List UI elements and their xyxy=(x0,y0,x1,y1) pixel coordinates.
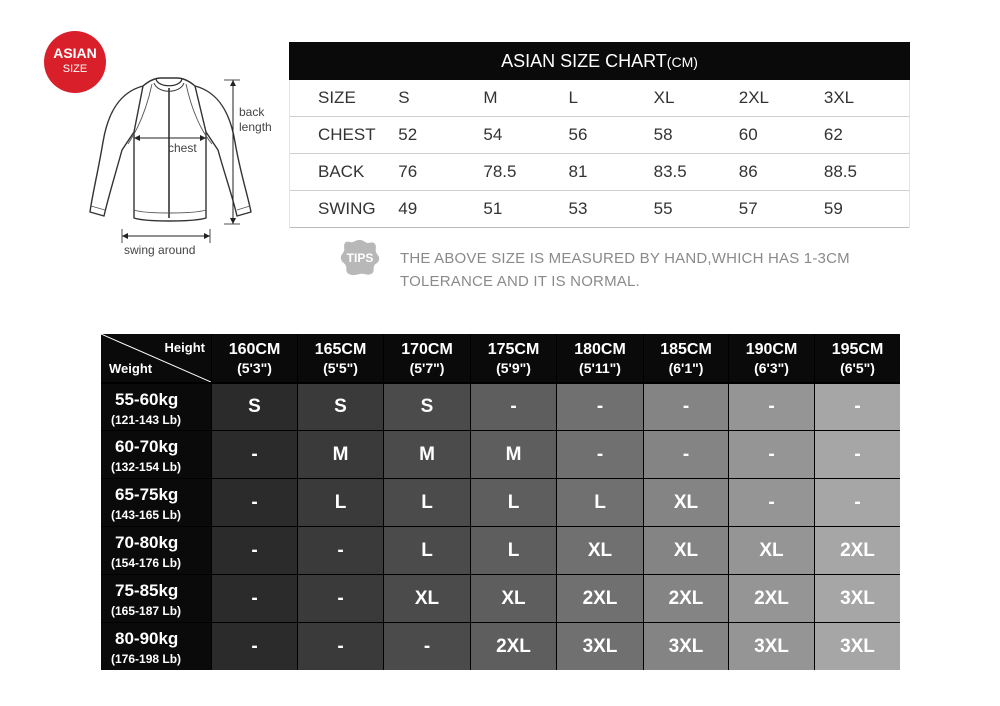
badge-line1: ASIAN xyxy=(53,45,97,61)
fit-size-cell: 2XL xyxy=(729,575,814,622)
weight-lb: (143-165 Lb) xyxy=(111,508,182,522)
weight-lb: (176-198 Lb) xyxy=(111,652,182,666)
fit-size-cell: S xyxy=(298,384,383,430)
fit-size-cell: M xyxy=(471,431,556,478)
jersey-diagram-icon xyxy=(88,72,288,262)
size-chart-cell: 59 xyxy=(823,199,843,218)
height-cm: 190CM xyxy=(745,341,798,358)
weight-lb: (165-187 Lb) xyxy=(111,604,182,618)
size-chart-row xyxy=(290,154,909,191)
size-chart-cell: M xyxy=(483,88,498,107)
size-chart-row-label: SWING xyxy=(318,199,376,218)
height-ft: (5'9") xyxy=(496,360,531,376)
height-ft: (6'1") xyxy=(668,360,704,376)
fit-size-cell: - xyxy=(557,431,643,478)
fit-size-cell: - xyxy=(298,575,383,622)
height-cm: 195CM xyxy=(831,341,884,358)
fit-size-cell: XL xyxy=(471,575,556,622)
weight-row-header xyxy=(101,575,211,622)
weight-lb: (121-143 Lb) xyxy=(111,413,182,427)
size-chart-unit: (CM) xyxy=(666,54,698,70)
fit-size-cell: XL xyxy=(644,527,728,574)
tips-line1: THE ABOVE SIZE IS MEASURED BY HAND,WHICH HAS 1-3CM xyxy=(400,250,850,267)
asian-size-chart xyxy=(289,42,910,228)
size-chart-cell: 3XL xyxy=(823,88,855,107)
size-chart-cell: 2XL xyxy=(738,88,769,107)
height-column-header xyxy=(212,334,297,382)
fit-size-cell: - xyxy=(644,384,728,430)
fit-size-cell: S xyxy=(212,384,297,430)
fit-size-cell: - xyxy=(471,384,556,430)
fit-size-cell: XL xyxy=(384,575,470,622)
height-column-header xyxy=(298,334,383,382)
corner-height-label: Height xyxy=(164,340,205,355)
size-chart-cell: 60 xyxy=(738,125,758,144)
tips-icon-label: TIPS xyxy=(346,251,374,265)
size-chart-cell: XL xyxy=(653,88,675,107)
fit-size-cell: 3XL xyxy=(644,623,728,670)
fit-size-cell: L xyxy=(298,479,383,526)
weight-lb: (154-176 Lb) xyxy=(111,556,182,570)
size-chart-row xyxy=(290,191,909,228)
fit-size-cell: L xyxy=(384,527,470,574)
size-chart-cell: 57 xyxy=(738,199,758,218)
size-chart-cell: 62 xyxy=(823,125,843,144)
fit-size-cell: 3XL xyxy=(815,623,900,670)
fit-size-cell: - xyxy=(298,527,383,574)
fit-size-cell: - xyxy=(298,623,383,670)
fit-size-cell: - xyxy=(212,431,297,478)
weight-row-header xyxy=(101,527,211,574)
height-weight-grid xyxy=(101,334,900,670)
size-chart-row-label: CHEST xyxy=(318,125,376,144)
fit-size-cell: L xyxy=(557,479,643,526)
fit-size-cell: 2XL xyxy=(815,527,900,574)
fit-size-cell: - xyxy=(212,575,297,622)
size-chart-cell: 51 xyxy=(483,199,503,218)
height-ft: (5'7") xyxy=(409,360,445,376)
height-column-header xyxy=(815,334,900,382)
size-chart-row-label: SIZE xyxy=(318,88,356,107)
tips-icon xyxy=(340,238,380,276)
fit-size-cell: XL xyxy=(729,527,814,574)
size-chart-cell: 81 xyxy=(568,162,588,181)
height-column-header xyxy=(644,334,728,382)
size-chart-cell: 76 xyxy=(398,162,418,181)
height-ft: (6'3") xyxy=(754,360,789,376)
tips-line2: TOLERANCE AND IT IS NORMAL. xyxy=(400,273,640,290)
size-chart-cell: 54 xyxy=(483,125,503,144)
weight-row-header xyxy=(101,623,211,670)
size-chart-cell: 58 xyxy=(653,125,673,144)
height-column-header xyxy=(729,334,814,382)
height-column-header xyxy=(557,334,643,382)
weight-row-header xyxy=(101,479,211,526)
height-ft: (5'3") xyxy=(237,360,272,376)
swing-around-label: swing around xyxy=(124,243,196,257)
fit-size-cell: L xyxy=(471,479,556,526)
fit-size-cell: 2XL xyxy=(557,575,643,622)
badge-line2: SIZE xyxy=(62,63,88,75)
fit-size-cell: - xyxy=(729,479,814,526)
back-length-label-line1: back xyxy=(239,105,265,119)
size-chart-cell: 49 xyxy=(398,199,418,218)
height-cm: 170CM xyxy=(401,341,453,358)
height-column-header xyxy=(384,334,470,382)
height-ft: (5'11") xyxy=(579,360,621,376)
fit-size-cell: L xyxy=(384,479,470,526)
fit-size-cell: 3XL xyxy=(557,623,643,670)
fit-size-cell: 2XL xyxy=(644,575,728,622)
weight-kg: 70-80kg xyxy=(115,533,179,552)
fit-size-cell: S xyxy=(384,384,470,430)
height-cm: 180CM xyxy=(574,341,626,358)
fit-size-cell: M xyxy=(298,431,383,478)
fit-size-cell: - xyxy=(212,479,297,526)
fit-size-cell: 3XL xyxy=(815,575,900,622)
fit-size-cell: 2XL xyxy=(471,623,556,670)
height-cm: 160CM xyxy=(228,341,281,358)
height-ft: (5'5") xyxy=(323,360,358,376)
size-chart-cell: 52 xyxy=(398,125,418,144)
height-cm: 185CM xyxy=(660,341,712,358)
size-chart-row-label: BACK xyxy=(318,162,365,181)
size-chart-cell: 86 xyxy=(738,162,758,181)
size-chart-cell: 78.5 xyxy=(483,162,517,181)
back-length-label-line2: length xyxy=(239,120,272,134)
fit-size-cell: - xyxy=(384,623,470,670)
chest-label: chest xyxy=(168,141,197,155)
size-chart-cell: 56 xyxy=(568,125,588,144)
size-chart-title xyxy=(289,42,910,80)
corner-weight-label: Weight xyxy=(109,361,153,376)
weight-lb: (132-154 Lb) xyxy=(111,460,182,474)
fit-size-cell: - xyxy=(212,527,297,574)
fit-size-cell: - xyxy=(815,479,900,526)
fit-size-cell: L xyxy=(471,527,556,574)
fit-size-cell: - xyxy=(729,431,814,478)
fit-size-cell: - xyxy=(815,384,900,430)
size-chart-row xyxy=(290,117,909,154)
fit-size-cell: - xyxy=(815,431,900,478)
weight-kg: 75-85kg xyxy=(115,581,179,600)
size-chart-cell: 53 xyxy=(568,199,588,218)
grid-corner xyxy=(101,334,211,382)
size-chart-cell: S xyxy=(398,88,410,107)
weight-row-header xyxy=(101,384,211,430)
size-chart-cell: 55 xyxy=(653,199,673,218)
height-cm: 165CM xyxy=(314,341,367,358)
fit-size-cell: - xyxy=(729,384,814,430)
weight-row-header xyxy=(101,431,211,478)
fit-size-cell: - xyxy=(212,623,297,670)
fit-size-cell: - xyxy=(557,384,643,430)
fit-size-cell: XL xyxy=(644,479,728,526)
weight-kg: 55-60kg xyxy=(115,390,179,409)
tips-note xyxy=(400,247,900,293)
fit-size-cell: M xyxy=(384,431,470,478)
size-chart-cell: L xyxy=(568,88,578,107)
size-chart-title-text: ASIAN SIZE CHART xyxy=(501,51,667,71)
weight-kg: 80-90kg xyxy=(115,629,179,648)
height-column-header xyxy=(471,334,556,382)
fit-size-cell: 3XL xyxy=(729,623,814,670)
size-chart-cell: 83.5 xyxy=(653,162,687,181)
size-chart-cell: 88.5 xyxy=(823,162,857,181)
weight-kg: 65-75kg xyxy=(115,485,179,504)
height-cm: 175CM xyxy=(487,341,540,358)
fit-size-cell: XL xyxy=(557,527,643,574)
weight-kg: 60-70kg xyxy=(115,437,179,456)
fit-size-cell: - xyxy=(644,431,728,478)
size-chart-row xyxy=(290,80,909,117)
height-ft: (6'5") xyxy=(840,360,875,376)
size-chart-rows xyxy=(289,80,910,228)
